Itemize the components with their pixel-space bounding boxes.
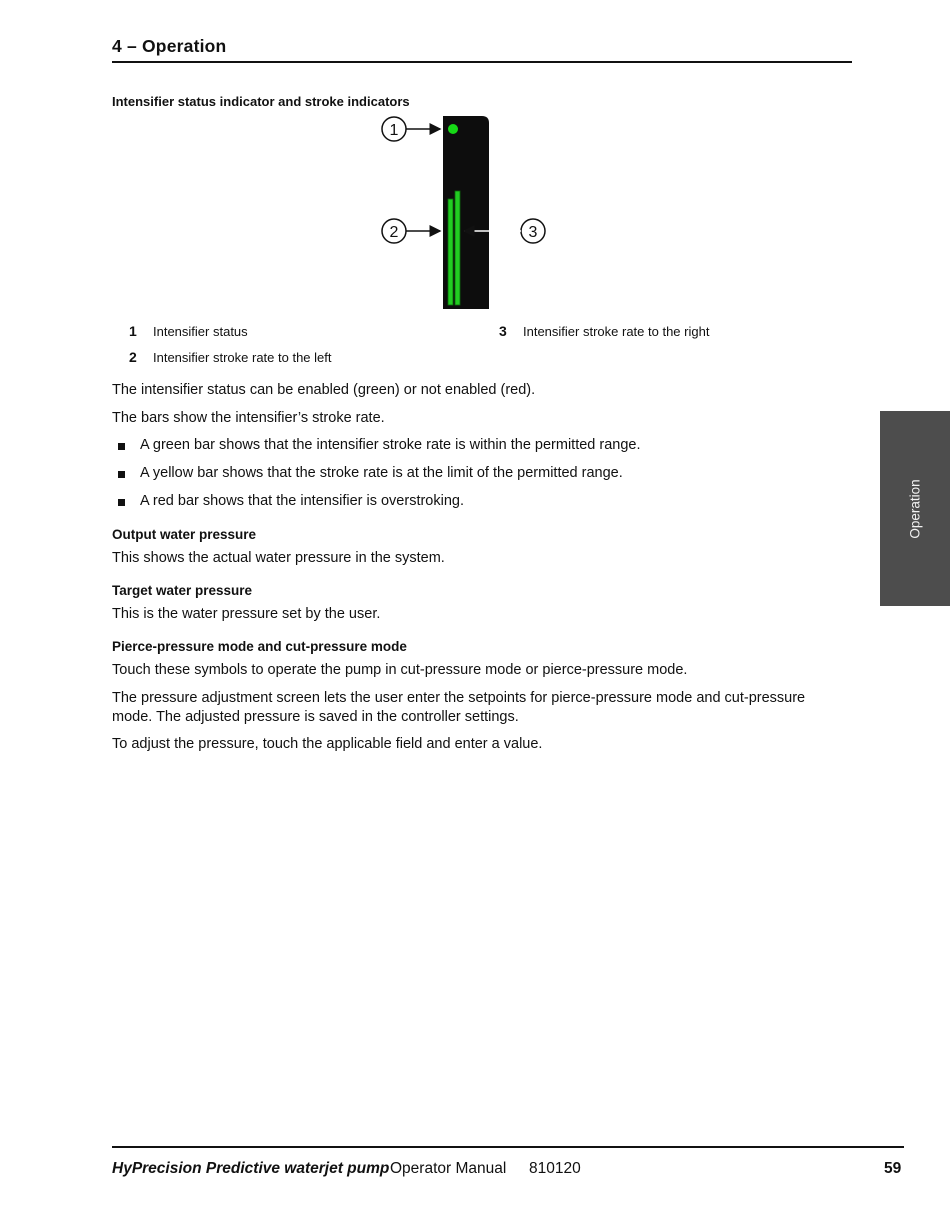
callout-1-label: 1 [389,122,399,139]
figure-title: Intensifier status indicator and stroke indicators [112,94,410,109]
section-side-tab [880,411,950,606]
legend-text: Intensifier stroke rate to the left [153,350,332,365]
footer-document-number: 810120 [529,1160,581,1177]
paragraph-status: The intensifier status can be enabled (green) or not enabled (red). [112,382,536,398]
bullet-marker [118,471,125,478]
side-tab-label: Operation [907,478,923,539]
heading-target-pressure: Target water pressure [112,583,253,598]
heading-pierce-cut-mode: Pierce-pressure mode and cut-pressure mode [112,639,407,654]
legend-text: Intensifier status [153,324,248,339]
footer-page-number: 59 [884,1160,902,1177]
stroke-bar-left [448,199,453,305]
paragraph-bars: The bars show the intensifier’s stroke rate. [112,410,385,426]
legend-number: 1 [129,323,137,339]
paragraph-pierce-2: The pressure adjustment screen lets the user enter the setpoints for pierce-pressure mode and cut-pressure mode. The adjusted pressure is saved in the controller settings. [112,690,806,725]
intensifier-indicator-figure [370,112,560,312]
paragraph-pierce-3: To adjust the pressure, touch the applicable field and enter a value. [112,736,543,752]
paragraph-output-pressure: This shows the actual water pressure in the system. [112,550,445,566]
callout-3-label: 3 [528,224,538,241]
indicator-illustration [370,112,560,312]
status-led [448,124,458,134]
legend-text: Intensifier stroke rate to the right [523,324,710,339]
heading-output-pressure: Output water pressure [112,527,257,542]
paragraph-target-pressure: This is the water pressure set by the user. [112,606,381,622]
callout-2-label: 2 [389,224,399,241]
footer-rule [112,1146,904,1148]
bullet-green: A green bar shows that the intensifier stroke rate is within the permitted range. [140,437,641,453]
footer-product-name: HyPrecision Predictive waterjet pump [112,1160,390,1177]
chapter-title: 4 – Operation [112,36,227,56]
footer-manual-title: Operator Manual [390,1160,507,1177]
bullet-yellow: A yellow bar shows that the stroke rate is at the limit of the permitted range. [140,465,623,481]
bullet-marker [118,443,125,450]
stroke-bar-right [455,191,460,305]
bullet-red: A red bar shows that the intensifier is overstroking. [140,493,464,509]
legend-number: 3 [499,323,507,339]
legend-number: 2 [129,349,137,365]
paragraph-pierce-1: Touch these symbols to operate the pump in cut-pressure mode or pierce-pressure mode. [112,662,688,678]
header-rule [112,61,852,63]
bullet-marker [118,499,125,506]
